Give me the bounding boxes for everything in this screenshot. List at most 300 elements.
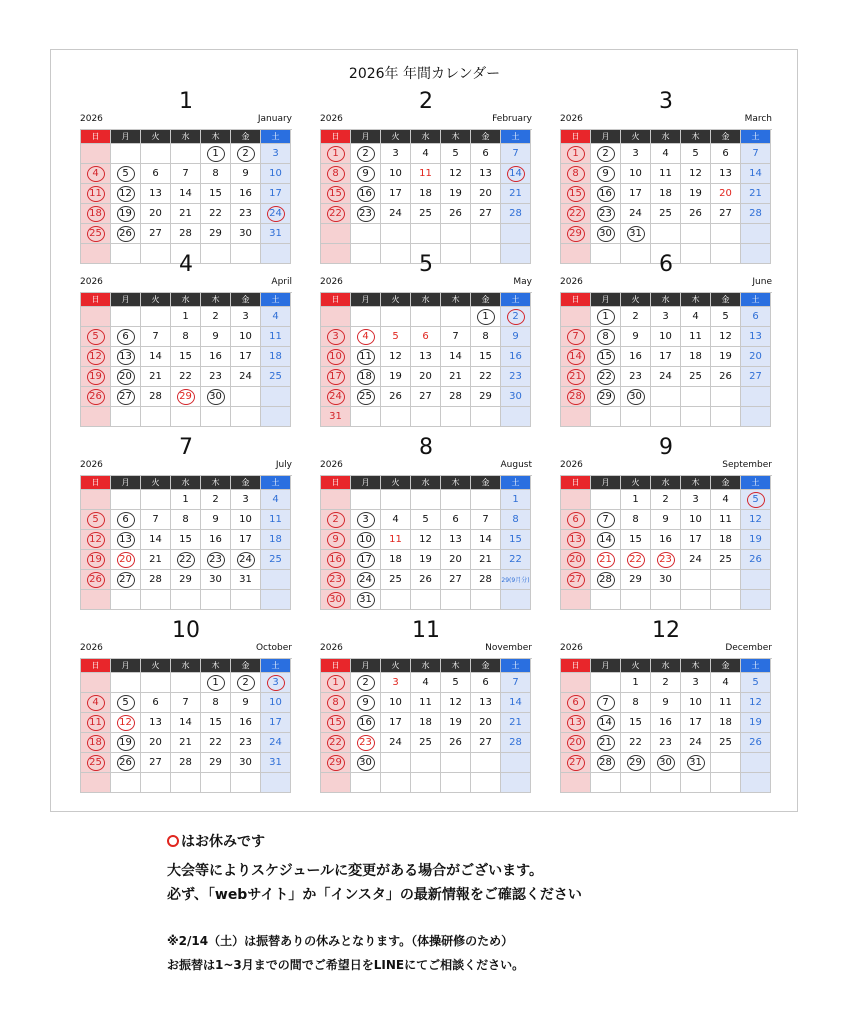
day-number: 23 [659, 737, 672, 748]
weekday-header: 火 [381, 130, 411, 144]
day-cell [621, 224, 651, 244]
day-number: 27 [749, 371, 762, 382]
day-number: 18 [719, 534, 732, 545]
month-header [80, 252, 292, 292]
day-cell [741, 713, 771, 733]
weekday-header: 水 [171, 476, 201, 490]
day-cell [201, 510, 231, 530]
day-number: 20 [449, 554, 462, 565]
day-number: 7 [567, 329, 585, 345]
month-number: 2 [419, 89, 433, 114]
day-cell [741, 204, 771, 224]
day-number: 29 [179, 574, 192, 585]
day-number: 30 [207, 389, 225, 405]
day-number: 7 [452, 331, 459, 342]
day-cell [681, 164, 711, 184]
day-number: 27 [567, 572, 585, 588]
day-number: 28 [179, 757, 192, 768]
day-number: 3 [272, 148, 279, 159]
day-cell [141, 490, 171, 510]
weekday-header: 水 [171, 659, 201, 673]
day-cell [201, 530, 231, 550]
month-name: February [492, 114, 532, 124]
day-number: 21 [179, 208, 192, 219]
day-cell [501, 204, 531, 224]
day-cell [381, 224, 411, 244]
day-number: 20 [567, 735, 585, 751]
month-name: May [513, 277, 532, 287]
day-cell [411, 733, 441, 753]
day-number: 17 [659, 351, 672, 362]
day-number: 13 [567, 532, 585, 548]
day-cell [441, 733, 471, 753]
day-number: 1 [477, 309, 495, 325]
day-number: 4 [722, 677, 729, 688]
month-header [560, 89, 772, 129]
day-number: 7 [152, 331, 159, 342]
day-number: 2 [357, 146, 375, 162]
day-cell [651, 407, 681, 427]
day-number: 4 [272, 311, 279, 322]
month-number: 10 [172, 618, 200, 643]
day-number: 9 [662, 514, 669, 525]
weekday-header: 日 [561, 476, 591, 490]
day-cell [441, 407, 471, 427]
day-cell [201, 144, 231, 164]
day-cell [741, 307, 771, 327]
day-number: 29 [209, 228, 222, 239]
day-cell [411, 550, 441, 570]
weekday-header: 木 [441, 130, 471, 144]
day-cell [141, 307, 171, 327]
day-cell [621, 713, 651, 733]
month-december [560, 618, 772, 793]
day-cell [681, 673, 711, 693]
day-number: 12 [719, 331, 732, 342]
day-cell [171, 204, 201, 224]
day-cell [441, 673, 471, 693]
day-cell [681, 184, 711, 204]
day-cell [561, 407, 591, 427]
weekday-header: 木 [201, 476, 231, 490]
weekday-header: 日 [81, 476, 111, 490]
day-number: 7 [512, 148, 519, 159]
day-cell [471, 713, 501, 733]
weekday-header: 水 [171, 293, 201, 307]
day-cell [231, 570, 261, 590]
day-number: 23 [597, 206, 615, 222]
month-header [320, 252, 532, 292]
weekday-header: 月 [591, 130, 621, 144]
month-february [320, 89, 532, 264]
day-number: 5 [722, 311, 729, 322]
day-cell [591, 347, 621, 367]
day-cell [561, 204, 591, 224]
day-cell [621, 490, 651, 510]
weekday-header: 水 [651, 293, 681, 307]
day-cell [471, 327, 501, 347]
day-cell [561, 550, 591, 570]
day-number: 16 [659, 717, 672, 728]
day-number: 19 [419, 554, 432, 565]
day-number: 24 [267, 206, 285, 222]
day-cell [111, 550, 141, 570]
month-year: 2026 [560, 643, 583, 653]
day-cell [681, 367, 711, 387]
month-number: 4 [179, 252, 193, 277]
day-cell [111, 713, 141, 733]
day-cell [471, 407, 501, 427]
month-july [80, 435, 292, 610]
day-cell [471, 570, 501, 590]
day-cell [591, 510, 621, 530]
day-cell [621, 184, 651, 204]
day-number: 23 [239, 737, 252, 748]
weekday-header: 火 [381, 659, 411, 673]
day-cell [501, 733, 531, 753]
day-cell [231, 550, 261, 570]
weekday-header: 金 [711, 293, 741, 307]
day-number: 3 [692, 494, 699, 505]
month-header [320, 435, 532, 475]
day-number: 22 [597, 369, 615, 385]
day-cell [711, 367, 741, 387]
month-header [80, 618, 292, 658]
day-cell [681, 327, 711, 347]
month-grid [560, 129, 772, 264]
day-number: 14 [149, 351, 162, 362]
day-cell [81, 773, 111, 793]
day-cell [351, 184, 381, 204]
day-cell [741, 590, 771, 610]
day-cell [81, 224, 111, 244]
day-cell [441, 773, 471, 793]
day-number: 24 [327, 389, 345, 405]
day-cell [651, 673, 681, 693]
day-number: 26 [87, 572, 105, 588]
day-cell [501, 367, 531, 387]
month-header [560, 435, 772, 475]
day-number: 15 [479, 351, 492, 362]
day-cell [591, 550, 621, 570]
day-number: 8 [512, 514, 519, 525]
weekday-header: 月 [111, 130, 141, 144]
day-cell [171, 367, 201, 387]
weekday-header: 木 [681, 659, 711, 673]
day-number: 6 [722, 148, 729, 159]
day-cell [411, 407, 441, 427]
day-cell [501, 550, 531, 570]
day-number: 25 [269, 371, 282, 382]
day-cell [321, 773, 351, 793]
day-cell [501, 387, 531, 407]
day-number: 27 [117, 572, 135, 588]
weekday-header: 火 [621, 293, 651, 307]
day-cell [591, 530, 621, 550]
month-march [560, 89, 772, 264]
day-number: 21 [149, 554, 162, 565]
day-number: 22 [479, 371, 492, 382]
day-number: 17 [269, 717, 282, 728]
day-number: 17 [629, 188, 642, 199]
month-number: 6 [659, 252, 673, 277]
day-number: 28 [479, 574, 492, 585]
day-cell [231, 530, 261, 550]
day-cell [411, 590, 441, 610]
day-number: 10 [689, 514, 702, 525]
day-number: 29 [479, 391, 492, 402]
day-cell [171, 164, 201, 184]
day-number: 2 [212, 494, 219, 505]
day-number: 9 [357, 166, 375, 182]
page-title: 2026年 年間カレンダー [348, 66, 501, 82]
day-cell [81, 550, 111, 570]
day-number: 19 [449, 717, 462, 728]
day-cell [111, 164, 141, 184]
day-cell [321, 204, 351, 224]
day-cell [321, 570, 351, 590]
month-header [560, 252, 772, 292]
day-number: 11 [419, 168, 432, 179]
day-number: 12 [419, 534, 432, 545]
day-cell [441, 570, 471, 590]
day-cell [621, 387, 651, 407]
weekday-header: 金 [231, 293, 261, 307]
day-number: 28 [597, 572, 615, 588]
day-cell [471, 144, 501, 164]
day-number: 25 [719, 737, 732, 748]
day-number: 31 [329, 411, 342, 422]
day-cell [561, 347, 591, 367]
day-cell [501, 347, 531, 367]
day-number: 8 [327, 695, 345, 711]
day-cell [171, 490, 201, 510]
day-number: 4 [87, 166, 105, 182]
day-number: 10 [689, 697, 702, 708]
day-cell [741, 347, 771, 367]
day-number: 18 [419, 717, 432, 728]
day-number: 6 [567, 695, 585, 711]
day-cell [381, 550, 411, 570]
day-cell [321, 307, 351, 327]
day-cell [411, 204, 441, 224]
day-number: 16 [659, 534, 672, 545]
day-cell [711, 387, 741, 407]
day-cell [351, 570, 381, 590]
day-number: 13 [117, 532, 135, 548]
day-cell [711, 407, 741, 427]
day-number: 22 [509, 554, 522, 565]
day-cell [411, 570, 441, 590]
day-number: 22 [327, 735, 345, 751]
day-number: 20 [479, 188, 492, 199]
day-cell [141, 327, 171, 347]
day-number: 14 [149, 534, 162, 545]
day-number: 2 [357, 675, 375, 691]
day-number: 13 [479, 697, 492, 708]
day-number: 8 [182, 514, 189, 525]
day-cell [561, 490, 591, 510]
month-year: 2026 [80, 114, 103, 124]
day-number: 26 [419, 574, 432, 585]
weekday-header: 火 [381, 293, 411, 307]
day-number: 12 [87, 532, 105, 548]
day-cell [561, 144, 591, 164]
day-number: 6 [152, 697, 159, 708]
day-cell [261, 673, 291, 693]
day-cell [711, 733, 741, 753]
day-number: 20 [749, 351, 762, 362]
weekday-header: 日 [561, 130, 591, 144]
day-cell [231, 144, 261, 164]
day-cell [591, 367, 621, 387]
day-number: 17 [327, 369, 345, 385]
day-number: 24 [689, 737, 702, 748]
day-cell [381, 307, 411, 327]
day-cell [231, 164, 261, 184]
day-cell [321, 347, 351, 367]
day-cell [141, 673, 171, 693]
day-cell [471, 184, 501, 204]
day-cell [591, 164, 621, 184]
day-number: 4 [422, 677, 429, 688]
day-cell [711, 570, 741, 590]
day-number: 23 [239, 208, 252, 219]
day-number: 10 [389, 697, 402, 708]
day-cell [111, 204, 141, 224]
day-cell [681, 713, 711, 733]
day-number: 30 [509, 391, 522, 402]
day-cell [651, 164, 681, 184]
weekday-header: 土 [501, 659, 531, 673]
day-number: 16 [357, 715, 375, 731]
day-cell [441, 184, 471, 204]
day-number: 16 [209, 534, 222, 545]
day-number: 15 [209, 717, 222, 728]
day-cell [231, 347, 261, 367]
weekday-header: 火 [141, 293, 171, 307]
day-cell [411, 184, 441, 204]
weekday-header: 木 [681, 293, 711, 307]
weekday-header: 日 [321, 476, 351, 490]
day-number: 27 [117, 389, 135, 405]
day-cell [381, 204, 411, 224]
day-number: 10 [659, 331, 672, 342]
day-cell [171, 530, 201, 550]
month-name: March [744, 114, 772, 124]
day-cell [351, 530, 381, 550]
day-cell [351, 307, 381, 327]
day-cell [141, 713, 171, 733]
day-cell [561, 224, 591, 244]
weekday-header: 金 [471, 476, 501, 490]
day-number: 3 [662, 311, 669, 322]
day-number: 2 [212, 311, 219, 322]
day-number: 25 [659, 208, 672, 219]
day-number: 16 [209, 351, 222, 362]
day-cell [141, 224, 171, 244]
day-cell [141, 733, 171, 753]
day-number: 21 [749, 188, 762, 199]
day-cell [711, 590, 741, 610]
day-cell [561, 327, 591, 347]
day-cell [81, 693, 111, 713]
day-cell [741, 224, 771, 244]
day-number: 23 [629, 371, 642, 382]
day-number: 2 [662, 677, 669, 688]
day-cell [711, 347, 741, 367]
day-cell [261, 510, 291, 530]
day-cell [171, 407, 201, 427]
day-cell [681, 510, 711, 530]
day-cell [471, 490, 501, 510]
day-number: 18 [689, 351, 702, 362]
day-cell [621, 347, 651, 367]
month-year: 2026 [320, 114, 343, 124]
day-number: 20 [719, 188, 732, 199]
day-cell [111, 307, 141, 327]
day-cell [261, 347, 291, 367]
day-cell [471, 753, 501, 773]
day-number: 31 [687, 755, 705, 771]
month-year: 2026 [560, 277, 583, 287]
day-cell [231, 224, 261, 244]
day-number: 30 [239, 757, 252, 768]
day-number: 2 [237, 146, 255, 162]
day-cell [471, 530, 501, 550]
day-cell [501, 144, 531, 164]
day-number: 5 [752, 677, 759, 688]
day-cell [111, 773, 141, 793]
day-cell [351, 407, 381, 427]
month-name: April [271, 277, 292, 287]
weekday-header: 土 [741, 293, 771, 307]
weekday-header: 火 [621, 659, 651, 673]
day-number: 8 [597, 329, 615, 345]
day-number: 7 [152, 514, 159, 525]
day-number: 6 [567, 512, 585, 528]
weekday-header: 月 [111, 476, 141, 490]
day-cell [591, 387, 621, 407]
day-number: 29 [177, 389, 195, 405]
day-number: 4 [722, 494, 729, 505]
day-cell [111, 367, 141, 387]
day-number: 11 [719, 697, 732, 708]
day-cell [141, 590, 171, 610]
day-cell [681, 693, 711, 713]
day-cell [351, 144, 381, 164]
day-cell [621, 164, 651, 184]
day-cell [621, 733, 651, 753]
weekday-header: 月 [351, 293, 381, 307]
day-cell [711, 673, 741, 693]
day-cell [81, 530, 111, 550]
day-cell [321, 733, 351, 753]
day-number: 27 [149, 228, 162, 239]
day-cell [381, 327, 411, 347]
day-cell [501, 407, 531, 427]
day-number: 19 [719, 351, 732, 362]
day-cell [561, 733, 591, 753]
day-number: 13 [749, 331, 762, 342]
month-november [320, 618, 532, 793]
day-cell [261, 753, 291, 773]
day-cell [111, 530, 141, 550]
day-cell [711, 510, 741, 530]
weekday-header: 日 [561, 659, 591, 673]
day-cell [591, 407, 621, 427]
day-cell [501, 224, 531, 244]
